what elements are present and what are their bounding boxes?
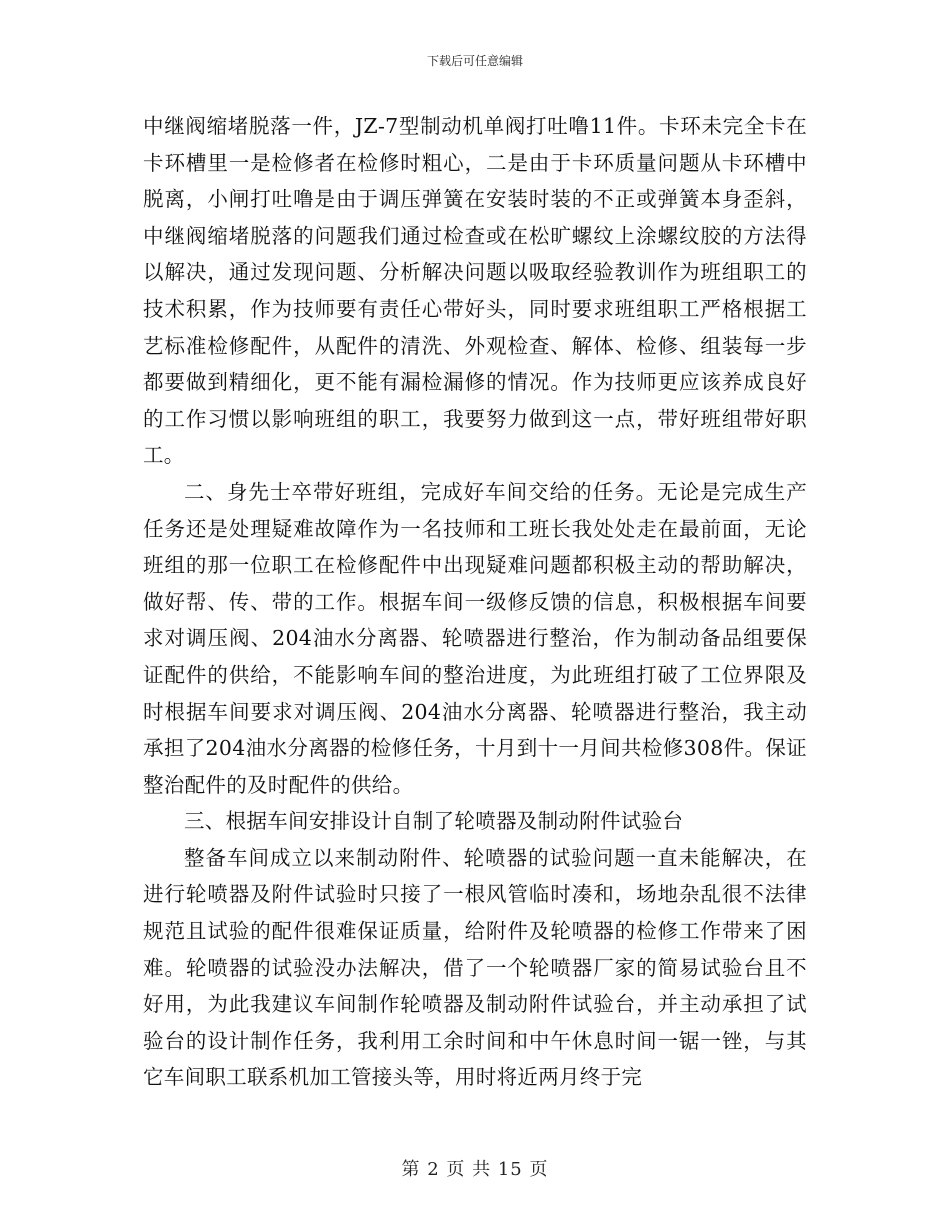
paragraph-section-3-heading: 三、根据车间安排设计自制了轮喷器及制动附件试验台 [184,809,684,834]
body-text [143,108,807,1096]
paragraph-section-3-body: 整备车间成立以来制动附件、轮喷器的试验问题一直未能解决，在进行轮喷器及附件试验时只接了一根风管临时凑和，场地杂乱很不法律规范且试验的配件很难保证质量，给附件及轮喷器的检修工作带来了困难。轮喷器的试验没办法解决，借了一个轮喷器厂家的简易试验台且不好用，为此我建议车间制作轮喷器及制动附件试验台，并主动承担了试验台的设计制作任务，我利用工余时间和中午休息时间一锯一锉，与其它车间职工联系机加工管接头等，用时将近两月终于完 [143,845,807,1090]
page-number-footer: 第 2 页 共 15 页 [401,1159,549,1180]
header-note: 下载后可任意编辑 [426,54,523,68]
paragraph-section-2: 二、身先士卒带好班组，完成好车间交给的任务。无论是完成生产任务还是处理疑难故障作为一名技师和工班长我处处走在最前面，无论班组的那一位职工在检修配件中出现疑难问题都积极主动的帮助解决，做好帮、传、带的工作。根据车间一级修反馈的信息，积极根据车间要求对调压阀、204油水分离器、轮喷器进行整治，作为制动备品组要保证配件的供给，不能影响车间的整治进度，为此班组打破了工位界限及时根据车间要求对调压阀、204油水分离器、轮喷器进行整治，我主动承担了204油水分离器的检修任务，十月到十一月间共检修308件。保证整治配件的及时配件的供给。 [143,479,807,797]
paragraph-continuation: 中继阀缩堵脱落一件，JZ-7型制动机单阀打吐噜11件。卡环未完全卡在卡环槽里一是检修者在检修时粗心，二是由于卡环质量问题从卡环槽中脱离，小闸打吐噜是由于调压弹簧在安装时装的不正或弹簧本身歪斜，中继阀缩堵脱落的问题我们通过检查或在松旷螺纹上涂螺纹胶的方法得以解决，通过发现问题、分析解决问题以吸取经验教训作为班组职工的技术积累，作为技师要有责任心带好头，同时要求班组职工严格根据工艺标准检修配件，从配件的清洗、外观检查、解体、检修、组装每一步都要做到精细化，更不能有漏检漏修的情况。作为技师更应该养成良好的工作习惯以影响班组的职工，我要努力做到这一点，带好班组带好职工。 [143,114,807,468]
